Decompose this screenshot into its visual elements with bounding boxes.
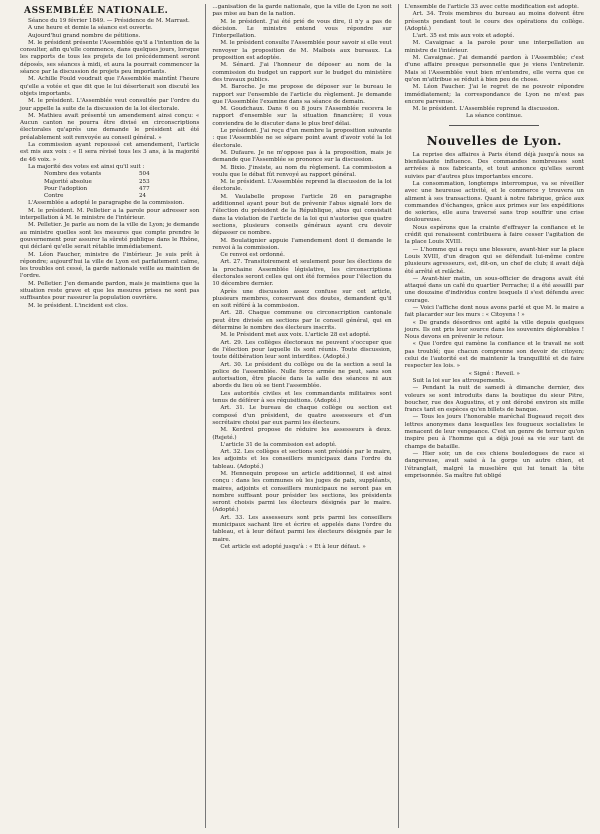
vote-label: Nombre des votants xyxy=(44,171,102,178)
paragraph: — Hier soir, un de ces chiens bouledogues de race si dangereuse, avait saisi à la gorge un autre chien, et l'étranglait, malgré la muselière qui lui tenait la tête emprisonnée. Sa maître fut obligé xyxy=(404,450,584,479)
paragraph: M. Sénard. J'ai l'honneur de déposer au nom de la commission du budget un rapport sur le budget du ministère des travaux publics. xyxy=(212,62,392,83)
paragraph: Cet article est adopté jusqu'à : « Et à leur défaut. » xyxy=(220,543,366,550)
vote-table xyxy=(20,171,199,200)
paragraph: M. le Président met aux voix. L'article 28 est adopté. xyxy=(220,332,371,339)
paragraph: M. Boulatignier appuie l'amendement dont il demande le renvoi à la commission. xyxy=(212,237,392,251)
paragraph: L'article 31 de la commission est adopté. xyxy=(220,441,337,448)
paragraph: Art. 34. Trois membres du bureau au moins doivent être présents pendant tout le cours des opérations du collège. (Adopté.) xyxy=(404,11,584,32)
paragraph: M. Kerdrel propose de réduire les assesseurs à deux. (Rejeté.) xyxy=(212,427,392,441)
news-heading: Nouvelles de Lyon. xyxy=(426,133,562,148)
paragraph: M. le président. J'ai été prié de vous dire, il n'y a pas de décision. Le ministre entend vous répondre sur l'interpellation. xyxy=(212,18,392,40)
paragraph: M. le président. M. Pelletier a la parole pour adresser son interpellation à M. le ministre de l'intérieur. xyxy=(20,207,200,222)
paragraph: Art. 29. Les collèges électoraux ne peuvent s'occuper que de l'élection pour laquelle ils sont réunis. Toute discussion, toute délibération leur sont interdites. (Adopté.) xyxy=(212,339,392,361)
vote-label: Majorité absolue xyxy=(44,178,92,185)
paragraph: M. Cavaignac a la parole pour une interpellation au ministre de l'intérieur. xyxy=(404,40,584,54)
paragraph: Art. 31. Le bureau de chaque collège ou section est composé d'un président, de quatre assesseurs et d'un secrétaire choisi par eux parmi les électeurs. xyxy=(212,405,392,426)
paragraph: — Voici l'affiche dont nous avons parlé et que M. le maire a fait placarder sur les murs : « Citoyens ! » xyxy=(404,304,584,319)
section-title: ASSEMBLÉE NATIONALE. xyxy=(24,6,169,16)
paragraph: Aujourd'hui grand nombre de pétitions. xyxy=(28,32,141,39)
paragraph: M. le président consulte l'Assemblée pour savoir si elle veut renvoyer la proposition de M. Malbois aux bureaux. La proposition est adoptée. xyxy=(212,40,392,62)
paragraph: M. Pelletier. Je parle au nom de la ville de Lyon; je demande au ministre quelles sont les mesures que compte prendre le gouvernement pour assurer la sûreté publique dans le Rhône, qui déclaré qu'elle serait rétablie immédiatement. xyxy=(20,222,200,251)
paragraph: — Tous les jours l'honorable maréchal Bugeaud reçoit des lettres anonymes dans lesquelles les fougueux socialistes le menacent de leur vengeance. C'est un genre de terreur qu'on inspire peu à l'homme qui a déjà joué sa vie sur tant de champs de bataille. xyxy=(404,414,584,450)
paragraph: La consommation, longtemps interrompue, va se réveiller avec une heureuse activité, et le commerce y trouvera un aliment à ses transactions. Quant à notre fabrique, grâce aux commandes d'échanges, grâce aux primes sur les expéditions de soieries, elle aura traversé sans trop souffrir une crise douloureuse. xyxy=(404,180,584,224)
paragraph: Art. 32. Les collèges et sections sont présidés par le maire, les adjoints et les conseillers municipaux dans l'ordre du tableau. (Adopté.) xyxy=(212,449,392,470)
paragraph: Suit la loi sur les attroupements. xyxy=(412,377,506,384)
paragraph: M. Léon Faucher. J'ai le regret de ne pouvoir répondre immédiatement; la correspondance de Lyon ne m'est pas encore parvenue. xyxy=(404,84,584,105)
paragraph: M. Dufaure. Je ne m'oppose pas à la proposition, mais je demande que l'Assemblée se prononce sur la discussion. xyxy=(212,149,392,164)
paragraph: L'ensemble de l'article 33 avec cette modification est adopté. xyxy=(404,4,579,10)
paragraph: L'art. 35 est mis aux voix et adopté. xyxy=(412,33,515,40)
paragraph: M. Goudchaux. Dans 6 ou 8 jours l'Assemblée recevra le rapport d'ensemble sur la situation financière; il vous conviendra de le discuter dans le plus bref délai. xyxy=(212,106,392,127)
paragraph: Art. 30. Le président du collège ou de la section a seul la police de l'assemblée. Nulle force armée ne peut, sans son autorisation, être placée dans la salle des séances ni aux abords du lieu où se tient l'assemblée. xyxy=(212,361,392,390)
paragraph: M. Baroche. Je me propose de déposer sur le bureau le rapport sur l'ensemble de l'article du règlement. Je demande que l'Assemblée l'examine dans sa séance de demain. xyxy=(212,84,392,105)
paragraph: Les autorités civiles et les commandants militaires sont tenus de déférer à ses réquisitions. (Adopté.) xyxy=(212,390,392,405)
paragraph: Art. 28. Chaque commune ou circonscription cantonale peut être divisée en sections par le conseil général, qui en détermine le nombre des électeurs inscrits. xyxy=(212,310,392,332)
column-2 xyxy=(205,4,397,828)
paragraph: Nous espérons que la crainte d'effrayer la confiance et le crédit qui renaissent contribuera à faire cesser l'agitation de la place Louis XVIII. xyxy=(404,224,584,246)
paragraph: M. Hennequin propose un article additionnel, il est ainsi conçu : dans les communes où les juges de paix, suppléants, maires, adjoints et conseillers municipaux ne seront pas en nombre suffisant pour présider les sections, les présidents seront choisis parmi les électeurs désignés par le maire. (Adopté.) xyxy=(212,471,392,514)
paragraph: La majorité des votes est ainsi qu'il suit : xyxy=(28,163,145,170)
vote-value: 504 xyxy=(139,171,150,178)
columns xyxy=(14,4,590,828)
paragraph: Ce renvoi est ordonné. xyxy=(220,252,285,259)
vote-row xyxy=(44,179,199,186)
paragraph: M. le président présente l'Assemblée qu'il a l'intention de la consulter, afin qu'elle commence, dans quelques jours, lorsque les rapports de tous les projets de loi précédemment seront déposés, ses séances à midi, et aura la pourrait commencer la séance par la discussion de projets peu importants. xyxy=(20,39,200,76)
paragraph: M. Mathieu avait présenté un amendement ainsi conçu: « Aucun canton ne pourra être divisé en circonscriptions électorales qu'après une demande le président ait été préalablement soit renvoyée au conseil général. » xyxy=(20,112,200,141)
session-line: Séance du 19 février 1849. — Présidence de M. Marrast. xyxy=(28,18,190,24)
paragraph: M. le président. L'incident est clos. xyxy=(28,302,128,309)
paragraph: Art. 33. Les assesseurs sont pris parmi les conseillers municipaux sachant lire et écrire et appelés dans l'ordre du tableau, et à leur défaut parmi les électeurs désignés par le maire. xyxy=(212,514,392,543)
paragraph: M. Pelletier. J'en demande pardon, mais je maintiens que la situation reste grave et que les mesures prises ne sont pas suffisantes pour rassurer la population ouvrière. xyxy=(20,280,200,302)
paragraph: Art. 27. Transitoirement et seulement pour les élections de la prochaine Assemblée législative, les circonscriptions électorales seront celles qui ont été formées pour l'élection du 10 décembre dernier. xyxy=(212,259,392,288)
vote-label: Contre xyxy=(44,193,64,200)
paragraph: « Signé : Reveil. » xyxy=(468,370,520,377)
vote-row xyxy=(44,186,199,193)
vote-value: 24 xyxy=(139,193,147,200)
paragraph: — L'homme qui a reçu une blessure, avant-hier sur la place Louis XVIII, d'un dragon qui se défendait lui-même contre plusieurs agresseurs, est, dit-on, un chef de club; il avait déjà été arrêté et relâché. xyxy=(404,246,584,275)
paragraph: La commission ayant repoussé cet amendement, l'article est mis aux voix : « Il sera révisé tous les 3 ans, à la majorité de 46 voix. » xyxy=(20,142,200,163)
vote-row xyxy=(44,171,199,178)
paragraph: M. Achille Fould voudrait que l'Assemblée maintînt l'heure qu'elle a votée et que dit que le lui déserterait son discuté les objets importants. xyxy=(20,76,200,97)
paragraph: M. le président. L'Assemblée reprend la discussion. xyxy=(412,106,560,113)
paragraph: M. le président. L'Assemblée reprend la discussion de la loi électorale. xyxy=(212,179,392,193)
paragraph: — Pendant la nuit de samedi à dimanche dernier, des voleurs se sont introduits dans la boutique du sieur Pitre, boucher, rue des Augustins, et y ont dérobé environ six mille francs tant en espèces qu'en billets de banque. xyxy=(404,385,584,414)
paragraph: M. Léon Faucher, ministre de l'intérieur. Je suis prêt à répondre; aujourd'hui la ville de Lyon est parfaitement calme, les troubles ont cessé, la garde nationale veille au maintien de l'ordre. xyxy=(20,251,200,280)
paragraph: M. le président. L'Assemblée veut consultée par l'ordre du jour appelle la suite de la discussion de la loi électorale. xyxy=(20,98,200,112)
paragraph: Le président. J'ai reçu d'un membre la proposition suivante : que l'Assemblée ne se sépare point avant d'avoir voté la loi électorale. xyxy=(212,128,392,149)
vote-value: 253 xyxy=(139,178,150,185)
paragraph: Après une discussion assez confuse sur cet article, plusieurs membres, conservant des doutes, demandent qu'il en soit référé à la commission. xyxy=(212,288,392,310)
column-3 xyxy=(398,4,590,828)
vote-value: 477 xyxy=(139,185,150,192)
vote-label: Pour l'adoption xyxy=(44,185,88,192)
paragraph: — Avant-hier matin, un sous-officier de dragons avait été attaqué dans un café du quartier Perrache; il a été assailli par une douzaine d'individus contre lesquels il s'est défendu avec courage. xyxy=(404,275,584,304)
paragraph: ...ganisation de la garde nationale, que la ville de Lyon ne soit pas mise au ban de la nation. xyxy=(212,4,392,18)
paragraph: La reprise des affaires à Paris étend déjà jusqu'à nous sa bienfaisante influence. Des commandes nombreuses sont arrivées à nos fabricants, et tout annonce qu'elles seront suivies par d'autres plus importantes encore. xyxy=(404,151,584,180)
paragraph: A une heure et demie la séance est ouverte. xyxy=(28,25,153,32)
paragraph: M. Vaulabelle propose l'article 26 en paragraphe additionnel ayant pour but de prévenir l'abus signalé lors de l'élection du président de la République, abus qui consistait dans la violation de l'article de la loi qui n'autorise que quatre sections, plusieurs conseils généraux ayant cru devoir dépasser ce nombre. xyxy=(212,193,392,237)
paragraph: L'Assemblée a adopté le paragraphe de la commission. xyxy=(28,200,185,207)
column-1 xyxy=(14,4,205,828)
divider xyxy=(449,125,539,126)
paragraph: « De grands désordres ont agité la ville depuis quelques jours. Ils ont pris leur source dans les souvenirs déplorables ! Nous devons en prévenir le retour. xyxy=(404,319,584,341)
paragraph: « Que l'ordre qui ramène la confiance et le travail ne soit pas troublé; que chacun comprenne son devoir de citoyen; celui de l'autorité est de maintenir la tranquillité et de faire respecter les lois. » xyxy=(404,341,584,370)
paragraph: M. Bixio. J'insiste, au nom du règlement. La commission a voulu que le débat fût renvoyé au rapport général. xyxy=(212,164,392,178)
paragraph: M. Cavaignac. J'ai demandé pardon à l'Assemblée; c'est d'une affaire presque personnelle que je viens l'entretenir. Mais si l'Assemblée veut bien m'entendre, elle verra que ce qu'on m'attribue se réduit à bien peu de chose. xyxy=(404,55,584,83)
paragraph: La séance continue. xyxy=(466,113,523,120)
